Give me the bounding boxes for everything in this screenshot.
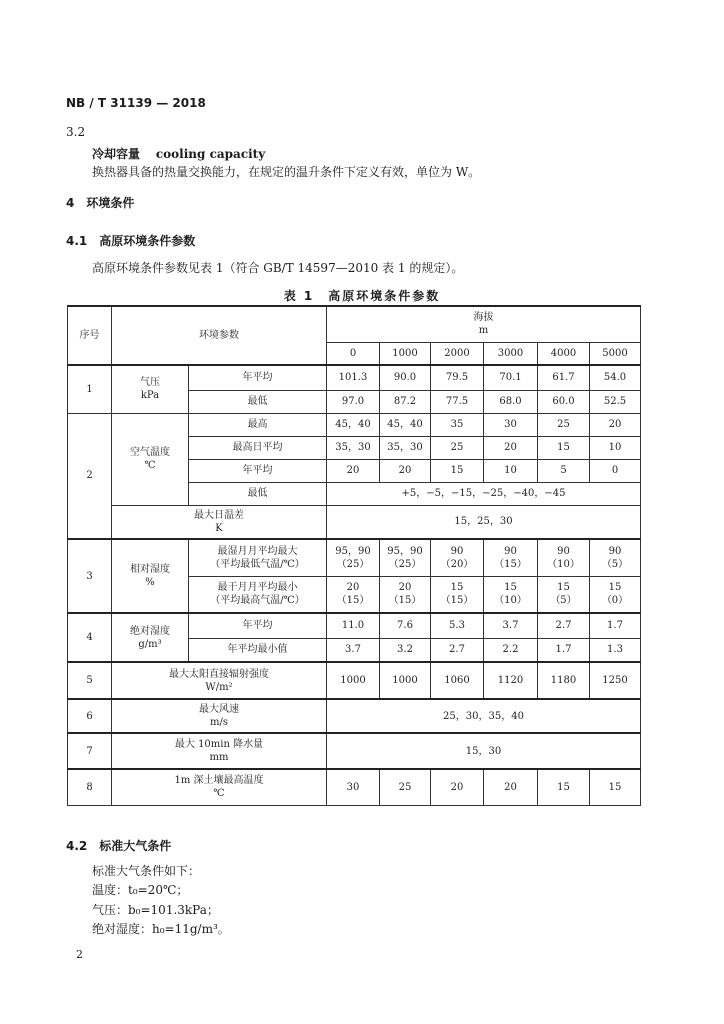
value-cell: 30 — [484, 413, 538, 436]
section-3-2-number: 3.2 — [66, 125, 86, 139]
value-cell: 1000 — [380, 662, 431, 699]
value-cell-merged: 15，25，30 — [327, 505, 641, 539]
seq-cell: 7 — [68, 733, 112, 769]
value-cell: 60.0 — [538, 390, 590, 413]
value-cell: 1.7 — [590, 613, 641, 638]
value-cell: 15 （0） — [590, 576, 641, 613]
value-cell: 1.7 — [538, 638, 590, 662]
value-cell: 45，40 — [380, 413, 431, 436]
value-cell: 15 （15） — [431, 576, 484, 613]
sub-param-cell: 年平均 — [189, 365, 327, 390]
sub-param-cell: 最低 — [189, 482, 327, 505]
document-header: NB / T 31139 — 2018 — [66, 96, 206, 110]
seq-cell: 1 — [68, 365, 112, 413]
seq-cell: 6 — [68, 699, 112, 733]
value-cell: 11.0 — [327, 613, 380, 638]
sub-param-cell: 最高 — [189, 413, 327, 436]
value-cell: 2.2 — [484, 638, 538, 662]
value-cell: 52.5 — [590, 390, 641, 413]
value-cell: 30 — [327, 769, 380, 805]
param-cell: 最大风速 m/s — [112, 699, 327, 733]
value-cell: 90.0 — [380, 365, 431, 390]
value-cell: 3.2 — [380, 638, 431, 662]
value-cell: 15 — [431, 459, 484, 482]
param-cell: 空气温度 ℃ — [112, 413, 189, 505]
value-cell: 97.0 — [327, 390, 380, 413]
param-cell: 1m 深土壤最高温度 ℃ — [112, 769, 327, 805]
value-cell: 68.0 — [484, 390, 538, 413]
value-cell: 1.3 — [590, 638, 641, 662]
header-altitude: 海拔 m — [327, 306, 641, 342]
standard-absolute-humidity: 绝对湿度：h₀=11g/m³。 — [92, 922, 230, 936]
sub-param-cell: 最湿月月平均最大 （平均最低气温/℃） — [189, 539, 327, 576]
table-caption: 表 1 高原环境条件参数 — [283, 289, 441, 303]
section-4-1-title: 4.1 高原环境条件参数 — [66, 234, 196, 248]
value-cell: 35，30 — [380, 436, 431, 459]
value-cell-merged: 25，30，35，40 — [327, 699, 641, 733]
value-cell: 90 （10） — [538, 539, 590, 576]
sub-param-cell: 年平均 — [189, 613, 327, 638]
term-cn: 冷却容量 — [92, 147, 141, 161]
standard-pressure: 气压：b₀=101.3kPa； — [92, 903, 219, 917]
value-cell: 25 — [380, 769, 431, 805]
altitude-cell: 4000 — [538, 342, 590, 365]
value-cell: 20 （15） — [327, 576, 380, 613]
term-heading — [92, 145, 265, 162]
value-cell: 5 — [538, 459, 590, 482]
value-cell: 20 — [380, 459, 431, 482]
environment-table — [67, 305, 641, 806]
value-cell: 15 — [590, 769, 641, 805]
param-cell: 气压 kPa — [112, 365, 189, 413]
value-cell: 25 — [538, 413, 590, 436]
value-cell: 15 — [538, 436, 590, 459]
value-cell: 15 （10） — [484, 576, 538, 613]
seq-cell: 4 — [68, 613, 112, 662]
header-param: 环境参数 — [112, 306, 327, 365]
value-cell: 10 — [590, 436, 641, 459]
value-cell: 20 — [327, 459, 380, 482]
value-cell: 90 （20） — [431, 539, 484, 576]
value-cell: 3.7 — [327, 638, 380, 662]
sub-param-cell: 最干月月平均最小 （平均最高气温/℃） — [189, 576, 327, 613]
altitude-cell: 2000 — [431, 342, 484, 365]
value-cell: 2.7 — [538, 613, 590, 638]
altitude-cell: 3000 — [484, 342, 538, 365]
section-4-1-intro: 高原环境条件参数见表 1（符合 GB/T 14597—2010 表 1 的规定）。 — [92, 261, 464, 275]
value-cell: 25 — [431, 436, 484, 459]
section-4-2-intro: 标准大气条件如下： — [92, 864, 201, 878]
param-cell: 绝对湿度 g/m³ — [112, 613, 189, 662]
value-cell: 10 — [484, 459, 538, 482]
altitude-cell: 0 — [327, 342, 380, 365]
term-en: cooling capacity — [155, 147, 266, 161]
value-cell: 1000 — [327, 662, 380, 699]
value-cell: 1250 — [590, 662, 641, 699]
value-cell: 90 （5） — [590, 539, 641, 576]
value-cell: 20 — [431, 769, 484, 805]
page-number: 2 — [76, 948, 83, 961]
seq-cell: 8 — [68, 769, 112, 805]
param-cell: 最大太阳直接辐射强度 W/m² — [112, 662, 327, 699]
value-cell: 77.5 — [431, 390, 484, 413]
value-cell: 1120 — [484, 662, 538, 699]
value-cell: 20 — [484, 769, 538, 805]
value-cell: 61.7 — [538, 365, 590, 390]
value-cell: 1060 — [431, 662, 484, 699]
param-cell: 最大 10min 降水量 mm — [112, 733, 327, 769]
sub-param-cell: 年平均 — [189, 459, 327, 482]
value-cell: 35，30 — [327, 436, 380, 459]
value-cell: 20 — [590, 413, 641, 436]
value-cell: 54.0 — [590, 365, 641, 390]
value-cell: 79.5 — [431, 365, 484, 390]
value-cell: 0 — [590, 459, 641, 482]
value-cell: 90 （15） — [484, 539, 538, 576]
seq-cell: 3 — [68, 539, 112, 613]
term-definition: 换热器具备的热量交换能力，在规定的温升条件下定义有效，单位为 W。 — [92, 165, 481, 179]
value-cell: 101.3 — [327, 365, 380, 390]
value-cell: 35 — [431, 413, 484, 436]
altitude-cell: 5000 — [590, 342, 641, 365]
value-cell: 20 （15） — [380, 576, 431, 613]
seq-cell: 5 — [68, 662, 112, 699]
value-cell-merged: +5，−5，−15，−25，−40，−45 — [327, 482, 641, 505]
section-4-2-title: 4.2 标准大气条件 — [66, 839, 172, 853]
value-cell: 70.1 — [484, 365, 538, 390]
value-cell: 45，40 — [327, 413, 380, 436]
altitude-cell: 1000 — [380, 342, 431, 365]
value-cell: 3.7 — [484, 613, 538, 638]
value-cell: 87.2 — [380, 390, 431, 413]
param-cell: 最大日温差 K — [112, 505, 327, 539]
standard-temperature: 温度：t₀=20℃； — [92, 883, 189, 897]
value-cell: 15 （5） — [538, 576, 590, 613]
param-cell: 相对湿度 % — [112, 539, 189, 613]
value-cell: 95，90 （25） — [380, 539, 431, 576]
sub-param-cell: 年平均最小值 — [189, 638, 327, 662]
sub-param-cell: 最高日平均 — [189, 436, 327, 459]
value-cell: 7.6 — [380, 613, 431, 638]
seq-cell: 2 — [68, 413, 112, 539]
value-cell: 5.3 — [431, 613, 484, 638]
value-cell-merged: 15，30 — [327, 733, 641, 769]
value-cell: 2.7 — [431, 638, 484, 662]
value-cell: 1180 — [538, 662, 590, 699]
value-cell: 95，90 （25） — [327, 539, 380, 576]
sub-param-cell: 最低 — [189, 390, 327, 413]
value-cell: 15 — [538, 769, 590, 805]
value-cell: 20 — [484, 436, 538, 459]
section-4-title: 4 环境条件 — [66, 196, 135, 210]
header-seq: 序号 — [68, 306, 112, 365]
